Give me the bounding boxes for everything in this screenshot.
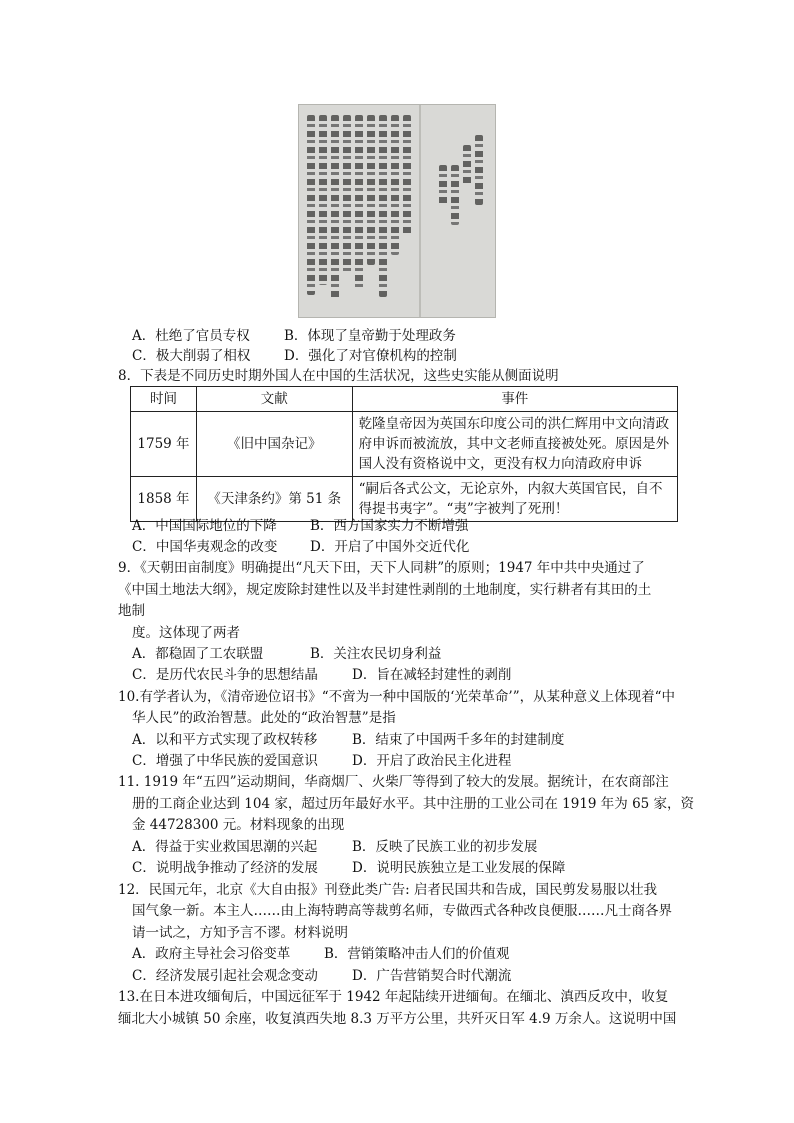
row-document: 《天津条约》第 51 条: [196, 477, 352, 522]
q9-line-3: 地制: [118, 603, 145, 619]
q12-line-2: 国气象一新。本主人……由上海特聘高等裁剪名师，专做西式各种改良便服……凡士商各界: [132, 903, 672, 919]
q9-line-2: 《中国土地法大纲》，规定废除封建性以及半封建性剥削的土地制度，实行耕者有其田的土: [118, 582, 652, 598]
q7-option-a: A．杜绝了官员专权: [132, 328, 250, 344]
q10-line-2: 华人民”的政治智慧。此处的“政治智慧”是指: [132, 710, 396, 726]
manuscript-image: [298, 104, 496, 318]
q9-option-a: A．都稳固了工农联盟: [132, 646, 264, 662]
q10-option-d: D．开启了政治民主化进程: [352, 753, 512, 769]
header-time: 时间: [131, 387, 197, 412]
row-event: “嗣后各式公文，无论京外，内叙大英国官民，自不得提书夷字”。“夷”字被判了死刑！: [352, 477, 677, 522]
q8-option-c: C．中国华夷观念的改变: [132, 539, 278, 555]
q8-stem: 8．下表是不同历史时期外国人在中国的生活状况，这些史实能从侧面说明: [118, 368, 559, 384]
q7-option-c: C．极大削弱了相权: [132, 348, 251, 364]
q9-line-1: 9．《天朝田亩制度》明确提出“凡天下田，天下人同耕”的原则；1947 年中共中央通过了: [118, 560, 645, 576]
q11-option-c: C．说明战争推动了经济的发展: [132, 860, 318, 876]
q12-line-1: 12．民国元年，北京《大自由报》刊登此类广告: 启者民国共和告成，国民剪发易服以壮我: [118, 882, 658, 898]
table-row: [131, 412, 678, 477]
q10-option-b: B．结束了中国两千多年的封建制度: [352, 732, 565, 748]
q7-option-b: B．体现了皇帝勤于处理政务: [284, 328, 456, 344]
q12-line-3: 请一试之，方知予言不谬。材料说明: [132, 925, 348, 941]
table-header-row: [131, 387, 678, 412]
row-event: 乾隆皇帝因为英国东印度公司的洪仁辉用中文向清政府申诉而被流放，其中文老师直接被处死。原因是外国人没有资格说中文，更没有权力向清政府申诉: [352, 412, 677, 477]
q12-option-d: D．广告营销契合时代潮流: [352, 968, 512, 984]
q9-line-4: 度。这体现了两者: [132, 625, 240, 641]
q12-option-a: A．政府主导社会习俗变革: [132, 946, 291, 962]
q11-option-d: D．说明民族独立是工业发展的保障: [352, 860, 566, 876]
q13-line-2: 缅北大小城镇 50 余座，收复滇西失地 8.3 万平方公里，共歼灭日军 4.9 万余人。这说明中国: [118, 1011, 677, 1027]
q8-option-d: D．开启了中国外交近代化: [310, 539, 470, 555]
table-row: [131, 477, 678, 522]
header-document: 文献: [196, 387, 352, 412]
q9-option-d: D．旨在减轻封建性的剥削: [352, 667, 512, 683]
q8-option-a: A．中国国际地位的下降: [132, 518, 277, 534]
q8-option-b: B．西方国家实力不断增强: [310, 518, 469, 534]
q9-option-c: C．是历代农民斗争的思想结晶: [132, 667, 318, 683]
q10-line-1: 10.有学者认为，《清帝逊位诏书》“不啻为一种中国版的‘光荣革命’”，从某种意义上体现着“中: [118, 689, 676, 705]
row-document: 《旧中国杂记》: [196, 412, 352, 477]
q9-option-b: B．关注农民切身利益: [310, 646, 442, 662]
q11-line-2: 册的工商企业达到 104 家，超过历年最好水平。其中注册的工业公司在 1919 年为 65 家，资: [132, 796, 695, 812]
q12-option-c: C．经济发展引起社会观念变动: [132, 968, 318, 984]
q13-line-1: 13.在日本进攻缅甸后，中国远征军于 1942 年起陆续开进缅甸。在缅北、滇西反攻中，收复: [118, 989, 669, 1005]
q11-line-1: 11. 1919 年“五四”运动期间，华商烟厂、火柴厂等得到了较大的发展。据统计，在农商部注: [118, 774, 669, 790]
row-time: 1858 年: [131, 477, 197, 522]
q12-option-b: B．营销策略冲击人们的价值观: [324, 946, 510, 962]
header-event: 事件: [352, 387, 677, 412]
q10-option-c: C．增强了中华民族的爱国意识: [132, 753, 318, 769]
q11-option-a: A．得益于实业救国思潮的兴起: [132, 839, 318, 855]
q10-option-a: A．以和平方式实现了政权转移: [132, 732, 318, 748]
q11-line-3: 金 44728300 元。材料现象的出现: [132, 817, 345, 833]
row-time: 1759 年: [131, 412, 197, 477]
history-table: [130, 386, 678, 522]
q11-option-b: B．反映了民族工业的初步发展: [352, 839, 538, 855]
q7-option-d: D．强化了对官僚机构的控制: [284, 348, 457, 364]
